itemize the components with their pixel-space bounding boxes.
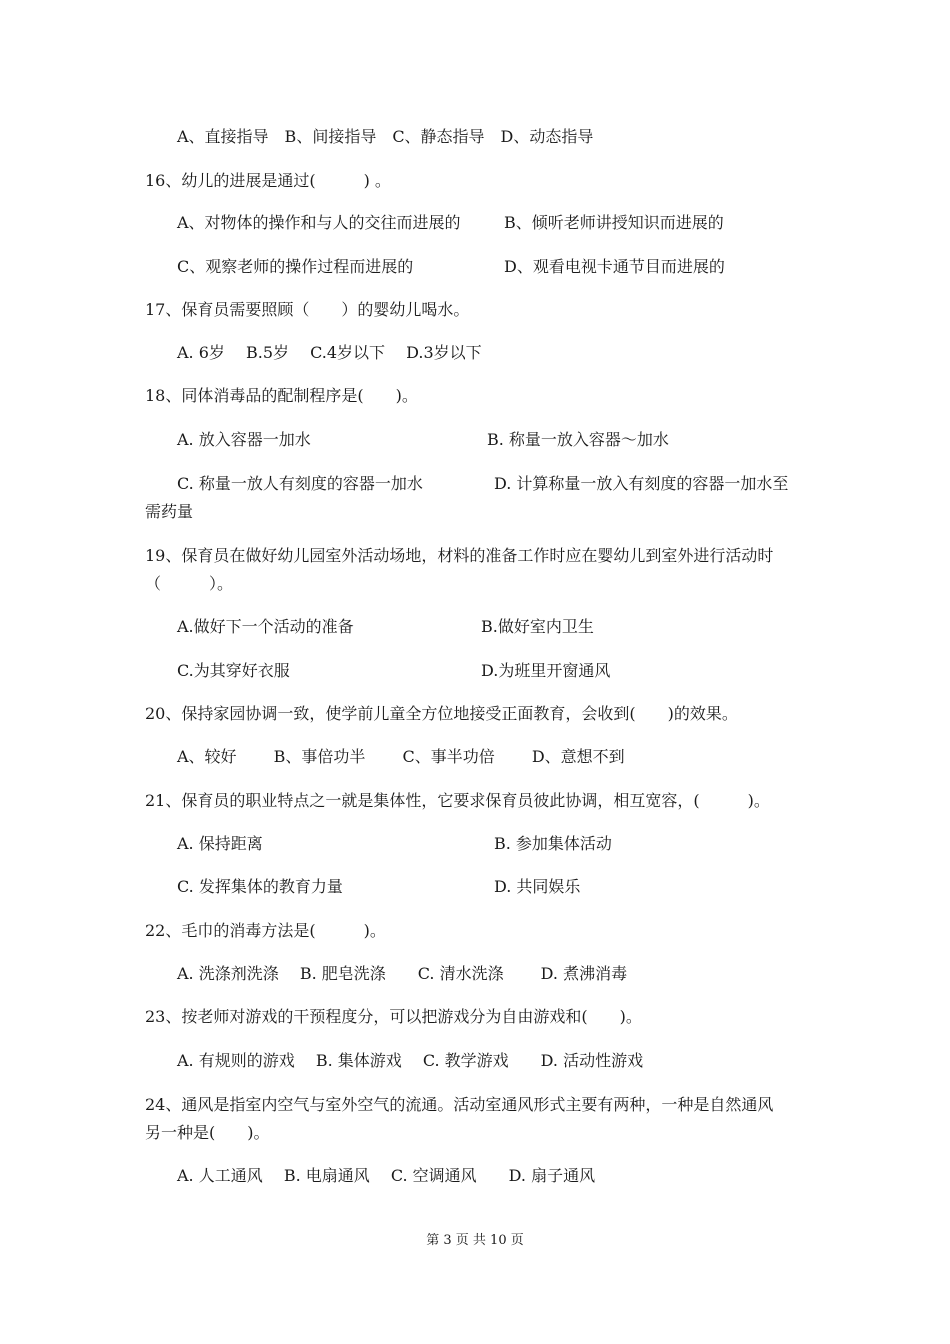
q18-option-d-continued: 需药量 — [145, 502, 194, 521]
q21-stem: 21、保育员的职业特点之一就是集体性，它要求保育员彼此协调，相互宽容，( )。 — [145, 791, 770, 810]
q16-option-d: D、观看电视卡通节目而进展的 — [504, 257, 725, 276]
q15-options: A、直接指导 B、间接指导 C、静态指导 D、动态指导 — [177, 127, 594, 146]
q24-stem-continued: 另一种是( )。 — [145, 1123, 270, 1142]
q18-option-a: A. 放入容器一加水 — [177, 430, 311, 449]
q18-option-d: D. 计算称量一放入有刻度的容器一加水至 — [494, 474, 789, 493]
q16-option-a: A、对物体的操作和与人的交往而进展的 — [177, 213, 461, 232]
q21-option-a: A. 保持距离 — [177, 834, 263, 853]
q20-stem: 20、保持家园协调一致，使学前儿童全方位地接受正面教育，会收到( )的效果。 — [145, 704, 738, 723]
q22-options: A. 洗涤剂洗涤 B. 肥皂洗涤 C. 清水洗涤 D. 煮沸消毒 — [177, 964, 628, 983]
q21-option-c: C. 发挥集体的教育力量 — [177, 877, 343, 896]
q19-option-b: B.做好室内卫生 — [481, 617, 594, 636]
q16-option-b: B、倾听老师讲授知识而进展的 — [504, 213, 724, 232]
q19-stem: 19、保育员在做好幼儿园室外活动场地，材料的准备工作时应在婴幼儿到室外进行活动时 — [145, 546, 774, 565]
q16-option-c: C、观察老师的操作过程而进展的 — [177, 257, 414, 276]
q21-option-b: B. 参加集体活动 — [494, 834, 612, 853]
q20-options: A、较好 B、事倍功半 C、事半功倍 D、意想不到 — [177, 747, 625, 766]
q18-stem: 18、同体消毒品的配制程序是( )。 — [145, 386, 418, 405]
q22-stem: 22、毛巾的消毒方法是( )。 — [145, 921, 386, 940]
q19-option-d: D.为班里开窗通风 — [481, 661, 611, 680]
q23-stem: 23、按老师对游戏的干预程度分，可以把游戏分为自由游戏和( )。 — [145, 1007, 642, 1026]
q17-options: A. 6岁 B.5岁 C.4岁以下 D.3岁以下 — [177, 343, 482, 362]
q17-stem: 17、保育员需要照顾（ ）的婴幼儿喝水。 — [145, 300, 470, 319]
q23-options: A. 有规则的游戏 B. 集体游戏 C. 教学游戏 D. 活动性游戏 — [177, 1051, 644, 1070]
q24-stem: 24、通风是指室内空气与室外空气的流通。活动室通风形式主要有两种，一种是自然通风 — [145, 1095, 774, 1114]
q24-options: A. 人工通风 B. 电扇通风 C. 空调通风 D. 扇子通风 — [177, 1166, 596, 1185]
q19-option-c: C.为其穿好衣服 — [177, 661, 290, 680]
q16-stem: 16、幼儿的进展是通过( ) 。 — [145, 171, 391, 190]
q18-option-b: B. 称量一放入容器～加水 — [487, 430, 669, 449]
q21-option-d: D. 共同娱乐 — [494, 877, 581, 896]
q19-stem-continued: （ ）。 — [145, 574, 234, 593]
q19-option-a: A.做好下一个活动的准备 — [177, 617, 354, 636]
q18-option-c: C. 称量一放人有刻度的容器一加水 — [177, 474, 423, 493]
page-footer: 第 3 页 共 10 页 — [426, 1233, 524, 1248]
